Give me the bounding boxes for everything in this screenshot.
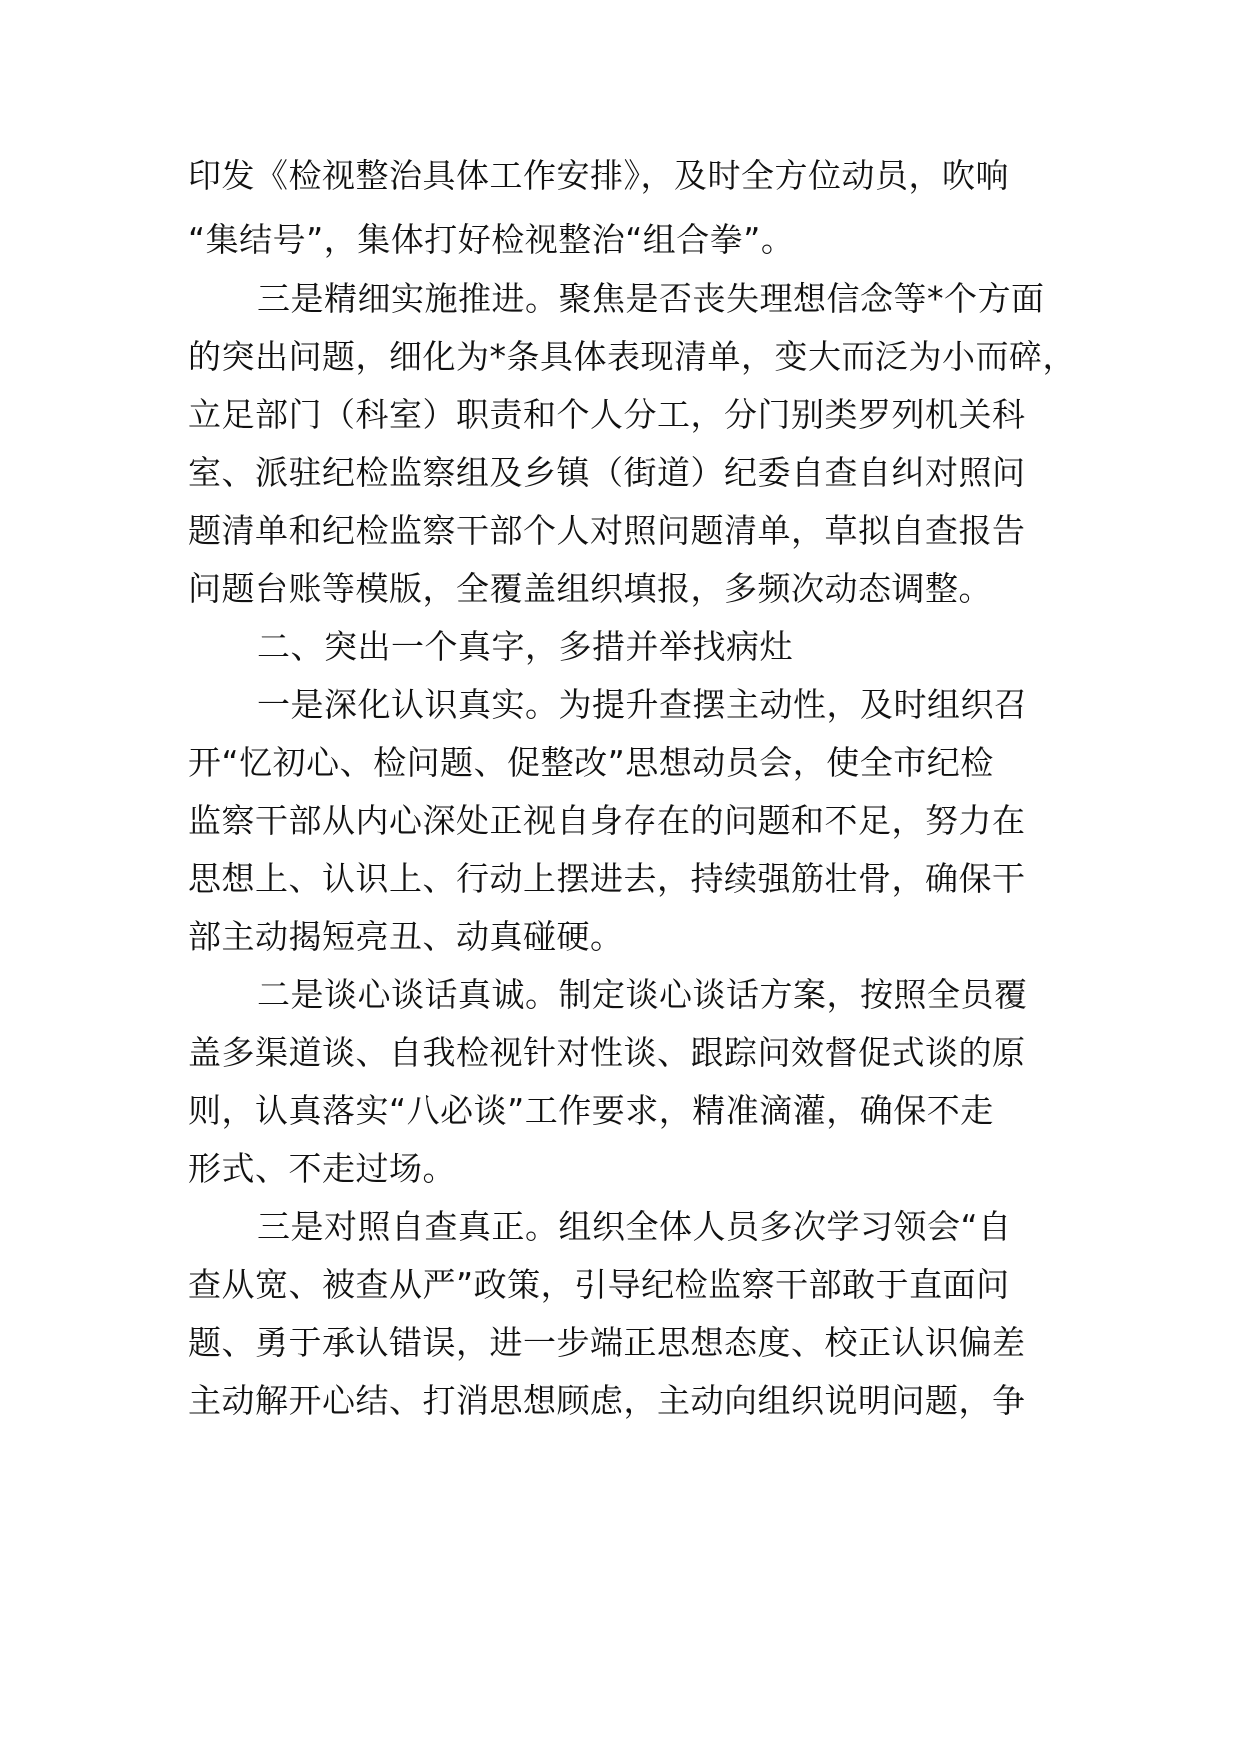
text-line: 立足部门（科室）职责和个人分工，分门别类罗列机关科 xyxy=(188,395,1026,434)
paragraph-start-line: 二是谈心谈话真诚。制定谈心谈话方案，按照全员覆 xyxy=(257,975,1028,1014)
text-line: 查从宽、被查从严”政策，引导纪检监察干部敢于直面问 xyxy=(188,1265,1010,1304)
paragraph-start-line: 三是精细实施推进。聚焦是否丧失理想信念等*个方面 xyxy=(257,279,1045,318)
text-line: 部主动揭短亮丑、动真碰硬。 xyxy=(188,917,624,956)
text-line: 思想上、认识上、行动上摆进去，持续强筋壮骨，确保干 xyxy=(188,859,1026,898)
paragraph-start-line: 三是对照自查真正。组织全体人员多次学习领会“自 xyxy=(257,1207,1012,1246)
text-line: 题清单和纪检监察干部个人对照问题清单，草拟自查报告 xyxy=(188,511,1026,550)
section-heading: 二、突出一个真字，多措并举找病灶 xyxy=(257,627,793,666)
text-line: 问题台账等模版，全覆盖组织填报，多频次动态调整。 xyxy=(188,569,992,608)
text-line: 主动解开心结、打消思想顾虑，主动向组织说明问题，争 xyxy=(188,1381,1026,1420)
text-line: 印发《检视整治具体工作安排》，及时全方位动员，吹响 xyxy=(188,156,1009,195)
text-line: 形式、不走过场。 xyxy=(188,1149,456,1188)
text-line: 监察干部从内心深处正视自身存在的问题和不足，努力在 xyxy=(188,801,1026,840)
text-line: 盖多渠道谈、自我检视针对性谈、跟踪问效督促式谈的原 xyxy=(188,1033,1026,1072)
text-line: 室、派驻纪检监察组及乡镇（街道）纪委自查自纠对照问 xyxy=(188,453,1026,492)
text-line: 则，认真落实“八必谈”工作要求，精准滴灌，确保不走 xyxy=(188,1091,994,1130)
text-line: “集结号”，集体打好检视整治“组合拳”。 xyxy=(188,220,795,259)
text-line: 题、勇于承认错误，进一步端正思想态度、校正认识偏差 xyxy=(188,1323,1026,1362)
text-line: 开“忆初心、检问题、促整改”思想动员会，使全市纪检 xyxy=(188,743,994,782)
paragraph-start-line: 一是深化认识真实。为提升查摆主动性，及时组织召 xyxy=(257,685,1028,724)
text-line: 的突出问题，细化为*条具体表现清单，变大而泛为小而碎， xyxy=(188,337,1076,376)
